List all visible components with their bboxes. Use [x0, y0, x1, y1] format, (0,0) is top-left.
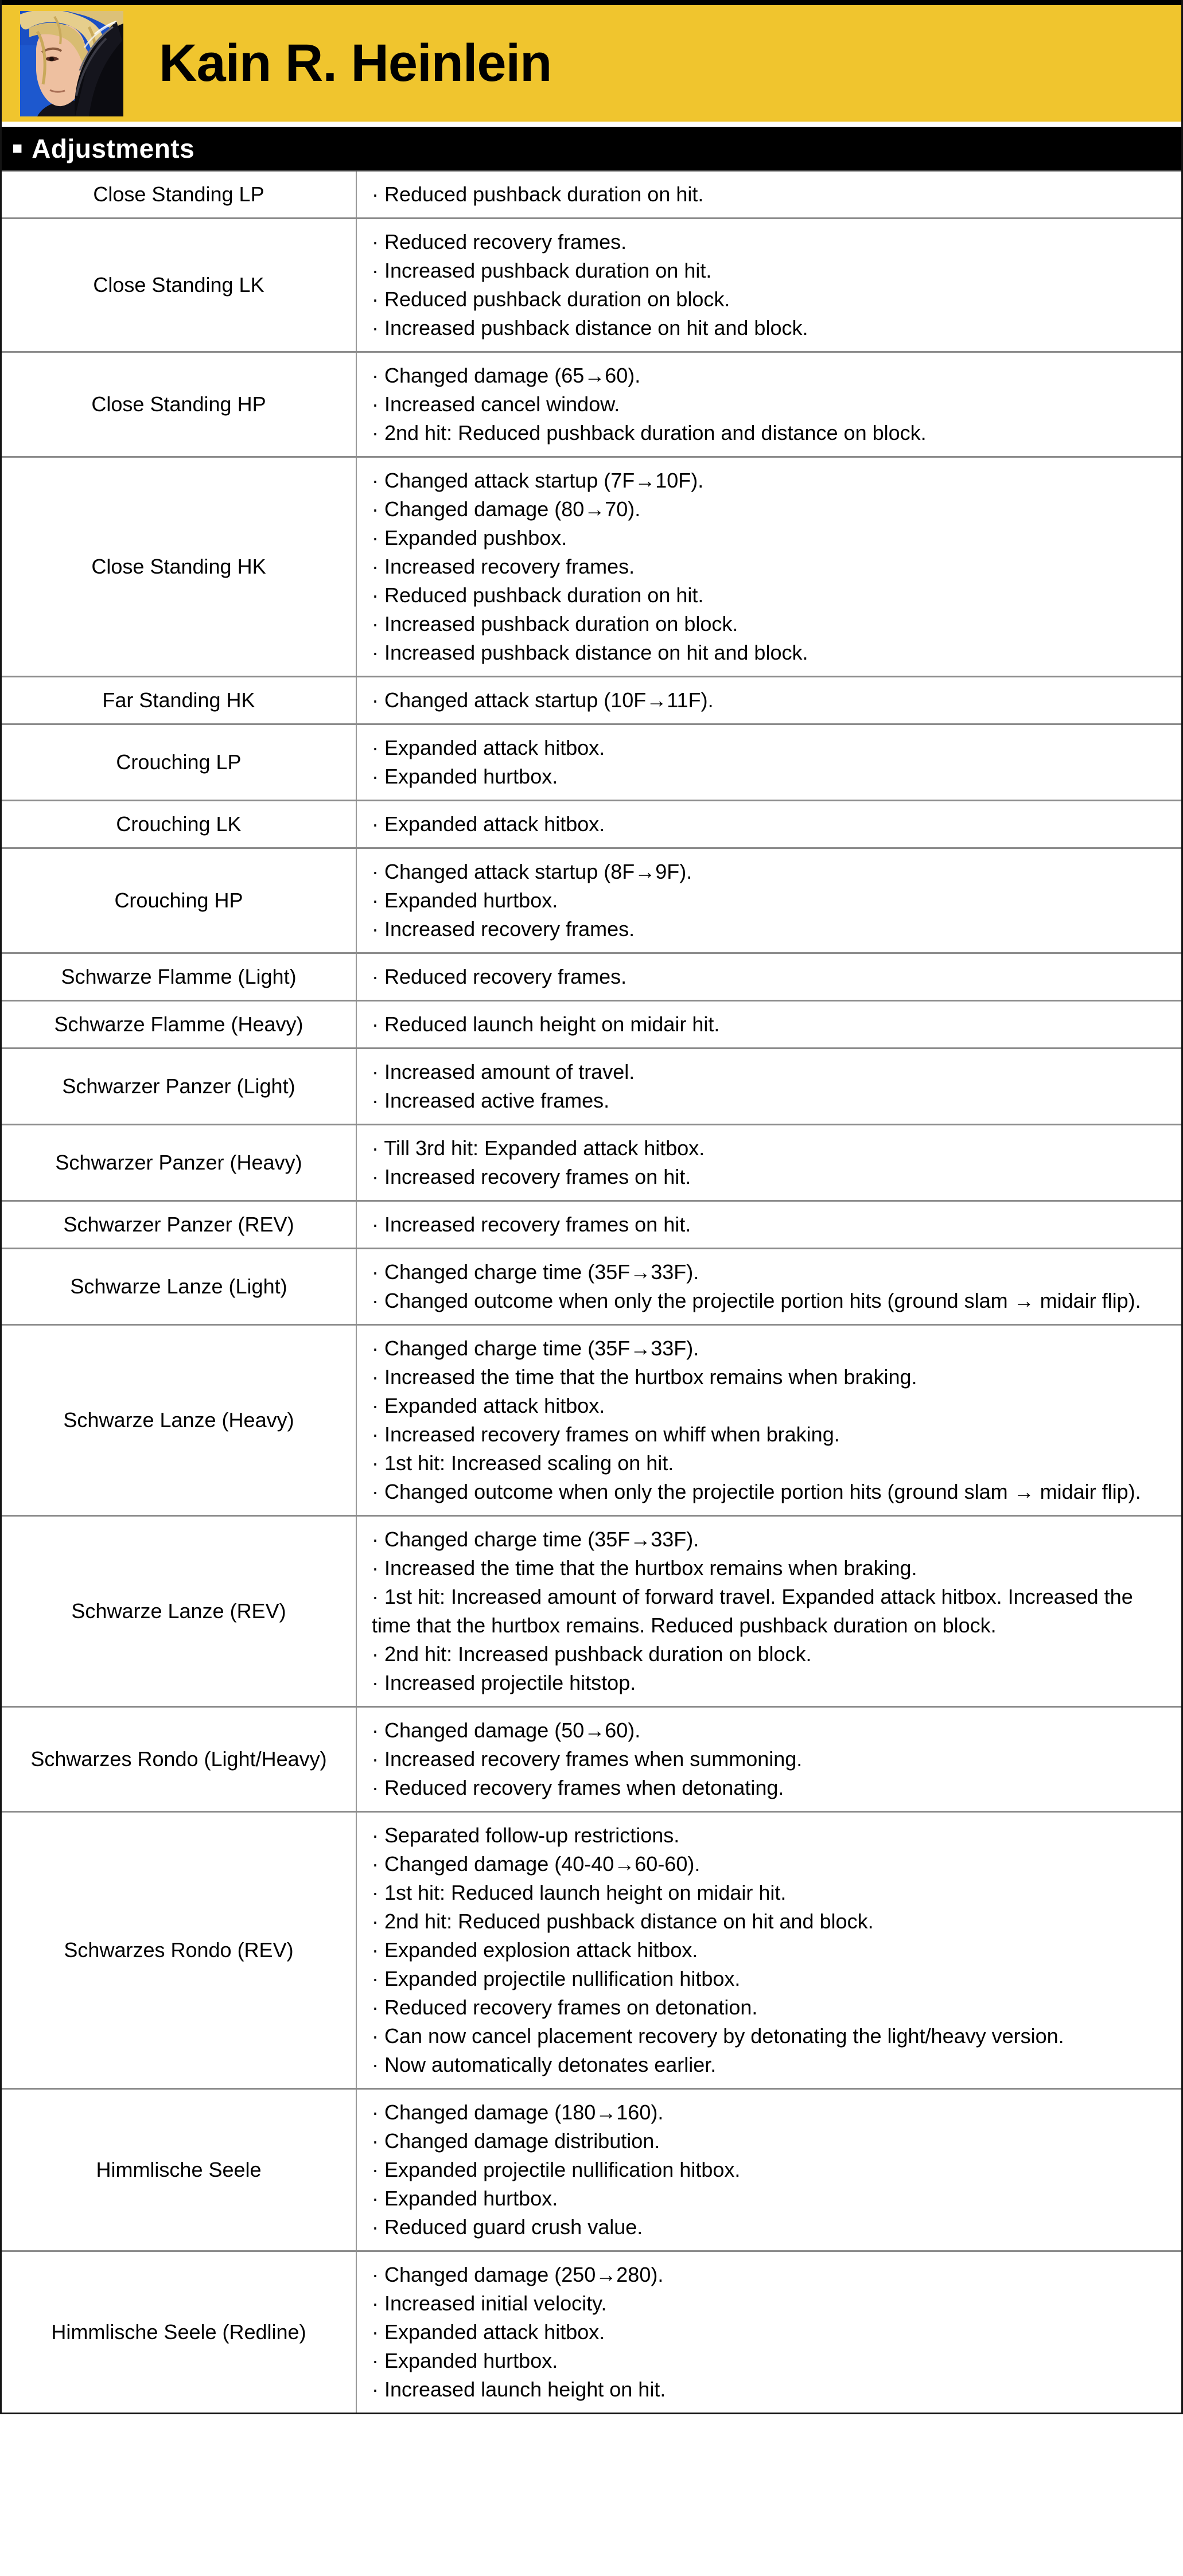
change-item: · Increased recovery frames. [372, 917, 635, 941]
change-item: · Reduced launch height on midair hit. [372, 1012, 720, 1036]
change-list [356, 725, 1181, 800]
character-banner [2, 0, 1181, 122]
change-item: · Changed charge time (35F→33F). [372, 1260, 699, 1284]
change-item: · Reduced recovery frames on detonation. [372, 1996, 758, 2019]
table-row [2, 1124, 1181, 1200]
change-item: · Till 3rd hit: Expanded attack hitbox. [372, 1136, 705, 1160]
change-list [356, 458, 1181, 676]
table-row [2, 1248, 1181, 1324]
change-item: · Reduced recovery frames when detonating. [372, 1776, 784, 1799]
change-item: · Increased the time that the hurtbox remains when braking. [372, 1556, 917, 1580]
change-item: · Changed attack startup (7F→10F). [372, 469, 704, 492]
change-list [356, 1326, 1181, 1515]
table-row [2, 1047, 1181, 1124]
move-name: Schwarze Lanze (Heavy) [63, 1408, 294, 1432]
change-list [356, 172, 1181, 217]
change-list [356, 1517, 1181, 1706]
move-name: Close Standing LP [93, 182, 264, 206]
change-list [356, 1249, 1181, 1324]
change-item: · Expanded attack hitbox. [372, 1394, 605, 1417]
change-list [356, 1708, 1181, 1811]
adjustments-table [2, 170, 1181, 2413]
change-item: · Increased recovery frames when summoning. [372, 1747, 803, 1771]
table-row [2, 1324, 1181, 1515]
change-item: · Increased initial velocity. [372, 2291, 607, 2315]
change-item: · Reduced pushback duration on hit. [372, 182, 704, 206]
change-list [356, 1001, 1181, 1047]
move-name: Himmlische Seele [96, 2157, 262, 2181]
change-item: · Expanded explosion attack hitbox. [372, 1938, 698, 1962]
change-list [356, 849, 1181, 952]
change-item: · Changed damage (50→60). [372, 1718, 641, 1742]
table-row [2, 1200, 1181, 1248]
change-list [356, 2090, 1181, 2250]
change-item: · Changed damage distribution. [372, 2129, 660, 2153]
move-name: Close Standing LK [93, 272, 264, 297]
change-item: · 1st hit: Reduced launch height on midair hit. [372, 1881, 787, 1904]
change-item: · Increased cancel window. [372, 392, 620, 416]
change-item: · Expanded attack hitbox. [372, 812, 605, 836]
move-name: Schwarzer Panzer (REV) [63, 1212, 294, 1236]
move-name: Close Standing HK [91, 554, 266, 578]
change-item: · Reduced recovery frames. [372, 230, 627, 254]
change-item: · Changed damage (65→60). [372, 364, 641, 387]
change-list [356, 1202, 1181, 1248]
change-item: · Reduced recovery frames. [372, 965, 627, 988]
move-name: Schwarze Lanze (Light) [70, 1274, 287, 1298]
move-name: Schwarzer Panzer (Light) [62, 1074, 295, 1098]
change-item: · Increased recovery frames on whiff when braking. [372, 1423, 840, 1446]
change-item: · 1st hit: Increased amount of forward travel. Expanded attack hitbox. Increased the time that the hurtbox remains. Reduced pushback duration on block. [372, 1585, 1133, 1637]
page-title: Kain R. Heinlein [159, 34, 552, 92]
change-list [356, 219, 1181, 351]
change-item: · Expanded hurtbox. [372, 2187, 558, 2210]
section-title: Adjustments [32, 134, 195, 163]
table-row [2, 2250, 1181, 2413]
change-list [356, 677, 1181, 723]
move-name: Crouching LK [116, 812, 242, 836]
change-item: · Increased the time that the hurtbox remains when braking. [372, 1365, 917, 1389]
change-item: · Increased pushback distance on hit and block. [372, 641, 808, 664]
change-item: · Expanded attack hitbox. [372, 736, 605, 759]
change-item: · Expanded hurtbox. [372, 888, 558, 912]
change-item: · Changed outcome when only the projectile portion hits (ground slam → midair flip). [372, 1480, 1141, 1503]
move-name: Crouching LP [116, 750, 242, 774]
change-item: · Expanded hurtbox. [372, 2349, 558, 2372]
change-item: · Changed attack startup (10F→11F). [372, 688, 714, 712]
change-item: · Expanded attack hitbox. [372, 2320, 605, 2344]
change-list [356, 1813, 1181, 2088]
character-portrait [20, 11, 123, 116]
change-item: · Increased pushback distance on hit and block. [372, 316, 808, 340]
table-row [2, 1000, 1181, 1047]
change-item: · 1st hit: Increased scaling on hit. [372, 1451, 674, 1475]
change-item: · Expanded projectile nullification hitbox. [372, 1967, 741, 1990]
change-item: · Now automatically detonates earlier. [372, 2053, 717, 2076]
table-row [2, 723, 1181, 800]
change-item: · Expanded pushbox. [372, 526, 567, 550]
move-name: Schwarzer Panzer (Heavy) [55, 1150, 302, 1174]
change-item: · Changed damage (40-40→60-60). [372, 1852, 701, 1876]
change-item: · 2nd hit: Increased pushback duration on block. [372, 1642, 812, 1666]
table-row [2, 800, 1181, 847]
change-list [356, 801, 1181, 847]
move-name: Far Standing HK [102, 688, 255, 712]
table-row [2, 217, 1181, 351]
change-item: · 2nd hit: Reduced pushback distance on hit and block. [372, 1909, 874, 1933]
change-list [356, 2252, 1181, 2413]
move-name: Schwarze Lanze (REV) [71, 1599, 286, 1623]
change-item: · Expanded projectile nullification hitbox. [372, 2158, 741, 2181]
change-list [356, 954, 1181, 1000]
change-item: · Separated follow-up restrictions. [372, 1823, 680, 1847]
banner-divider [2, 122, 1181, 127]
change-item: · Increased recovery frames on hit. [372, 1213, 691, 1236]
move-name: Himmlische Seele (Redline) [51, 2320, 306, 2344]
change-list [356, 353, 1181, 456]
table-row [2, 676, 1181, 723]
change-item: · 2nd hit: Reduced pushback duration and distance on block. [372, 421, 927, 445]
change-item: · Reduced pushback duration on hit. [372, 583, 704, 607]
change-item: · Reduced pushback duration on block. [372, 287, 730, 311]
table-row [2, 847, 1181, 952]
change-item: · Changed damage (180→160). [372, 2100, 664, 2124]
section-bar [2, 127, 1181, 170]
section-square-icon: ■ [12, 139, 23, 158]
move-name: Close Standing HP [91, 392, 266, 416]
change-item: · Changed charge time (35F→33F). [372, 1336, 699, 1360]
change-item: · Increased amount of travel. [372, 1060, 635, 1084]
move-name: Schwarze Flamme (Heavy) [54, 1012, 303, 1036]
change-item: · Changed charge time (35F→33F). [372, 1527, 699, 1551]
change-item: · Increased recovery frames. [372, 555, 635, 578]
table-row [2, 952, 1181, 1000]
change-item: · Increased pushback duration on block. [372, 612, 738, 636]
change-item: · Increased active frames. [372, 1089, 610, 1112]
table-row [2, 2088, 1181, 2250]
table-row [2, 351, 1181, 456]
change-item: · Changed outcome when only the projectile portion hits (ground slam → midair flip). [372, 1289, 1141, 1312]
change-item: · Increased projectile hitstop. [372, 1671, 636, 1694]
table-row [2, 172, 1181, 217]
move-name: Schwarzes Rondo (Light/Heavy) [30, 1747, 327, 1771]
change-item: · Expanded hurtbox. [372, 765, 558, 788]
move-name: Schwarze Flamme (Light) [61, 964, 297, 988]
change-item: · Increased launch height on hit. [372, 2378, 666, 2401]
change-item: · Changed damage (250→280). [372, 2263, 664, 2286]
change-item: · Increased recovery frames on hit. [372, 1165, 691, 1188]
table-row [2, 1515, 1181, 1706]
move-name: Crouching HP [114, 888, 243, 912]
change-list [356, 1049, 1181, 1124]
change-item: · Changed damage (80→70). [372, 497, 641, 521]
change-item: · Changed attack startup (8F→9F). [372, 860, 692, 883]
change-item: · Reduced guard crush value. [372, 2215, 643, 2239]
table-row [2, 1706, 1181, 1811]
change-list [356, 1125, 1181, 1200]
change-item: · Can now cancel placement recovery by detonating the light/heavy version. [372, 2024, 1064, 2048]
move-name: Schwarzes Rondo (REV) [64, 1938, 294, 1962]
table-row [2, 1811, 1181, 2088]
table-row [2, 456, 1181, 676]
change-item: · Increased pushback duration on hit. [372, 259, 712, 282]
